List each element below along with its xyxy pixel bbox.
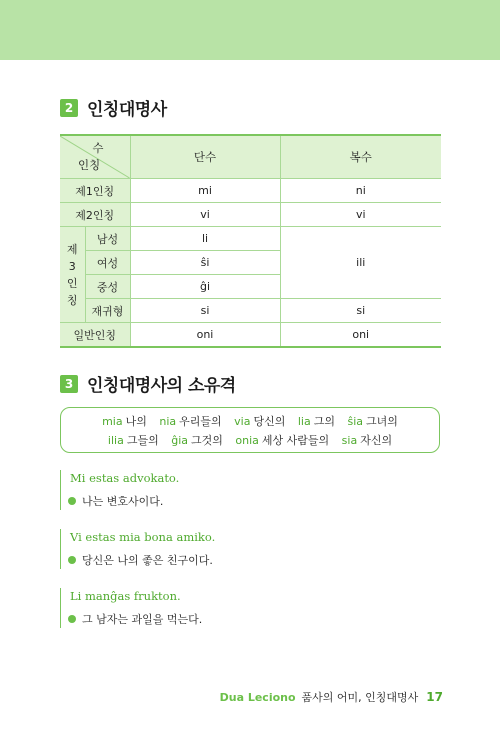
corner-label-number: 수 xyxy=(92,141,104,155)
footer-chapter-title: 품사의 어미, 인칭대명사 xyxy=(301,691,419,704)
table-row xyxy=(60,299,441,323)
section-3-heading xyxy=(60,371,236,396)
possessive-meaning: 그의 xyxy=(313,415,335,428)
table-cell: si xyxy=(130,299,280,323)
example-esperanto: Mi estas advokato. xyxy=(70,471,180,485)
example-korean: 나는 변호사이다. xyxy=(82,495,164,508)
possessive-word: nia xyxy=(159,415,177,428)
section-title: 인칭대명사의 소유격 xyxy=(87,376,236,396)
section-title: 인칭대명사 xyxy=(87,100,167,120)
third-person-label xyxy=(60,227,85,323)
header-band xyxy=(0,0,500,60)
table-row xyxy=(60,227,441,251)
row-label: 재귀형 xyxy=(85,299,130,323)
section-2-heading xyxy=(60,95,167,120)
possessive-meaning: 그들의 xyxy=(126,434,159,447)
example-block xyxy=(60,470,179,510)
possessive-meaning: 우리들의 xyxy=(179,415,222,428)
possessive-row xyxy=(61,432,439,448)
table-cell: oni xyxy=(130,323,280,348)
possessive-word: ŝia xyxy=(347,415,364,428)
third-person-char: 인 xyxy=(66,276,78,290)
corner-label-person: 인칭 xyxy=(78,158,101,172)
example-block xyxy=(60,529,215,569)
table-cell: ĝi xyxy=(130,275,280,299)
pronoun-table xyxy=(60,134,441,348)
possessive-word: onia xyxy=(235,434,259,447)
table-cell: li xyxy=(130,227,280,251)
table-cell: oni xyxy=(280,323,441,348)
table-cell: vi xyxy=(130,203,280,227)
possessive-meaning: 당신의 xyxy=(253,415,286,428)
table-row xyxy=(60,203,441,227)
example-korean-line xyxy=(70,611,202,627)
possessive-word: lia xyxy=(297,415,311,428)
possessive-row xyxy=(61,413,439,429)
row-label: 남성 xyxy=(85,227,130,251)
table-cell: mi xyxy=(130,179,280,203)
row-label: 여성 xyxy=(85,251,130,275)
possessive-meaning: 나의 xyxy=(125,415,147,428)
page-footer xyxy=(220,689,443,705)
example-korean-line xyxy=(70,493,179,509)
example-korean-line xyxy=(70,552,215,568)
row-label: 일반인칭 xyxy=(60,323,130,348)
possessive-box xyxy=(60,407,440,453)
table-cell: si xyxy=(280,299,441,323)
third-person-char: 3 xyxy=(68,259,76,273)
footer-book-name: Dua Leciono xyxy=(219,691,296,704)
bullet-dot-icon xyxy=(68,497,76,505)
table-corner-cell xyxy=(60,135,130,179)
possessive-meaning: 그것의 xyxy=(191,434,223,447)
possessive-meaning: 그녀의 xyxy=(366,415,398,428)
possessive-word: mia xyxy=(102,415,123,428)
section-number-badge: 3 xyxy=(60,375,78,393)
section-number-badge: 2 xyxy=(60,99,78,117)
possessive-word: ĝia xyxy=(171,434,188,447)
possessive-word: ilia xyxy=(107,434,124,447)
example-korean: 그 남자는 과일을 먹는다. xyxy=(82,613,203,626)
example-block xyxy=(60,588,202,628)
table-row xyxy=(60,323,441,348)
table-cell-third-plural: ili xyxy=(280,227,441,299)
row-label: 제1인칭 xyxy=(60,179,130,203)
column-header-plural: 복수 xyxy=(280,135,441,179)
example-korean: 당신은 나의 좋은 친구이다. xyxy=(82,554,213,567)
possessive-meaning: 자신의 xyxy=(360,434,393,447)
row-label: 제2인칭 xyxy=(60,203,130,227)
table-cell: vi xyxy=(280,203,441,227)
example-esperanto: Vi estas mia bona amiko. xyxy=(70,530,216,544)
table-cell: ŝi xyxy=(130,251,280,275)
possessive-word: sia xyxy=(341,434,358,447)
row-label: 중성 xyxy=(85,275,130,299)
bullet-dot-icon xyxy=(68,615,76,623)
possessive-meaning: 세상 사람들의 xyxy=(261,434,330,447)
table-row xyxy=(60,179,441,203)
example-esperanto: Li manĝas frukton. xyxy=(70,589,181,603)
possessive-word: via xyxy=(234,415,251,428)
page-number: 17 xyxy=(426,690,443,704)
column-header-singular: 단수 xyxy=(130,135,280,179)
third-person-char: 제 xyxy=(66,242,78,256)
bullet-dot-icon xyxy=(68,556,76,564)
third-person-char: 칭 xyxy=(66,293,78,307)
table-cell: ni xyxy=(280,179,441,203)
